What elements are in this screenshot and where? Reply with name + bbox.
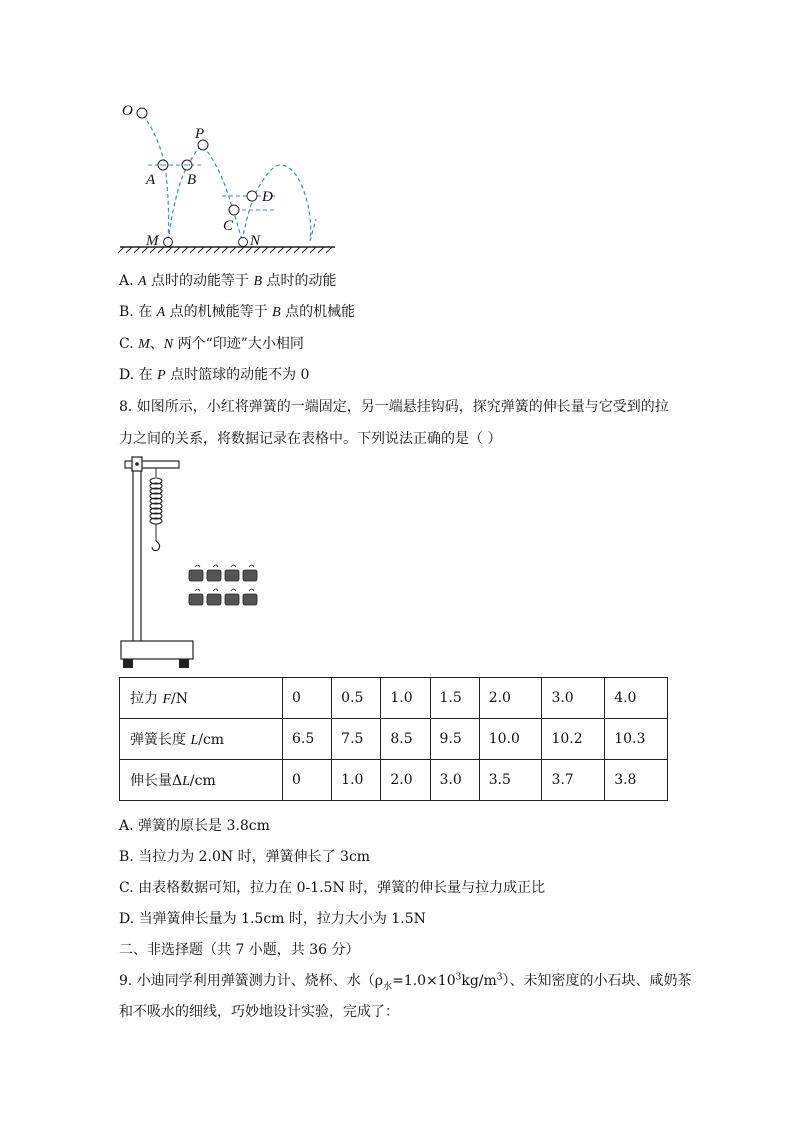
stand-pole bbox=[133, 460, 141, 642]
q8-option-b: B. 当拉力为 2.0N 时，弹簧伸长了 3cm bbox=[119, 849, 371, 865]
row-label-force: 拉力 F/N bbox=[120, 678, 283, 719]
spring bbox=[150, 478, 162, 524]
table-cell: 3.8 bbox=[605, 760, 668, 801]
q8-stem-line2: 力之间的关系，将数据记录在表格中。下列说法正确的是（ ） bbox=[119, 431, 502, 447]
label-a: A bbox=[146, 172, 156, 188]
table-cell: 10.3 bbox=[605, 719, 668, 760]
ball-n bbox=[239, 238, 248, 247]
q7-option-a: A. A 点时的动能等于 B 点时的动能 bbox=[119, 273, 337, 289]
label-m: M bbox=[146, 233, 159, 249]
table-cell: 1.5 bbox=[430, 678, 479, 719]
spring-data-table bbox=[119, 677, 668, 801]
q8-option-c: C. 由表格数据可知，拉力在 0-1.5N 时，弹簧的伸长量与拉力成正比 bbox=[119, 880, 546, 896]
table-cell: 0.5 bbox=[332, 678, 381, 719]
q9-stem-line2: 和不吸水的细线，巧妙地设计实验，完成了： bbox=[119, 1004, 399, 1020]
label-d: D bbox=[262, 189, 273, 205]
ball-d bbox=[247, 191, 257, 201]
table-cell: 0 bbox=[283, 760, 332, 801]
table-cell: 2.0 bbox=[479, 678, 542, 719]
label-p: P bbox=[195, 126, 205, 142]
bounce-trajectory-figure bbox=[110, 95, 350, 260]
table-cell: 10.0 bbox=[479, 719, 542, 760]
table-cell: 10.2 bbox=[542, 719, 605, 760]
spring-hook bbox=[152, 541, 160, 551]
ball-m bbox=[164, 238, 173, 247]
table-row bbox=[120, 760, 668, 801]
table-cell: 1.0 bbox=[381, 678, 430, 719]
table-cell: 9.5 bbox=[430, 719, 479, 760]
stand-base bbox=[121, 641, 193, 659]
table-cell: 3.0 bbox=[430, 760, 479, 801]
table-cell: 2.0 bbox=[381, 760, 430, 801]
table-row bbox=[120, 678, 668, 719]
table-cell: 1.0 bbox=[332, 760, 381, 801]
table-cell: 7.5 bbox=[332, 719, 381, 760]
table-cell: 6.5 bbox=[283, 719, 332, 760]
table-row bbox=[120, 719, 668, 760]
section-heading: 二、非选择题（共 7 小题，共 36 分） bbox=[119, 942, 360, 958]
hook-weights bbox=[189, 565, 257, 605]
q7-option-c: C. M、N 两个“印迹”大小相同 bbox=[119, 336, 304, 352]
table-cell: 3.7 bbox=[542, 760, 605, 801]
q8-stem-line1: 8. 如图所示，小红将弹簧的一端固定，另一端悬挂钩码，探究弹簧的伸长量与它受到的拉 bbox=[119, 399, 669, 415]
row-label-length: 弹簧长度 L/cm bbox=[120, 719, 283, 760]
ball-o bbox=[137, 108, 147, 118]
row-label-extension: 伸长量ΔL/cm bbox=[120, 760, 283, 801]
ball-c bbox=[229, 205, 239, 215]
q7-option-d: D. 在 P 点时篮球的动能不为 0 bbox=[119, 367, 310, 383]
spring-stand-figure bbox=[115, 455, 285, 675]
table-cell: 4.0 bbox=[605, 678, 668, 719]
label-b: B bbox=[187, 172, 197, 188]
q7-option-b: B. 在 A 点的机械能等于 B 点的机械能 bbox=[119, 304, 356, 320]
table-cell: 8.5 bbox=[381, 719, 430, 760]
table-cell: 3.5 bbox=[479, 760, 542, 801]
q8-option-d: D. 当弹簧伸长量为 1.5cm 时，拉力大小为 1.5N bbox=[119, 911, 426, 927]
q9-stem-line1: 9. 小迪同学利用弹簧测力计、烧杯、水$(\rho_水=1.0\times 10^3kg/m^3)$、未知密度的小石块、咸奶茶 bbox=[119, 972, 692, 992]
table-cell: 0 bbox=[283, 678, 332, 719]
label-o: O bbox=[122, 103, 133, 119]
table-cell: 3.0 bbox=[542, 678, 605, 719]
label-n: N bbox=[250, 233, 261, 249]
label-c: C bbox=[223, 218, 234, 234]
q8-option-a: A. 弹簧的原长是 3.8cm bbox=[119, 818, 270, 834]
